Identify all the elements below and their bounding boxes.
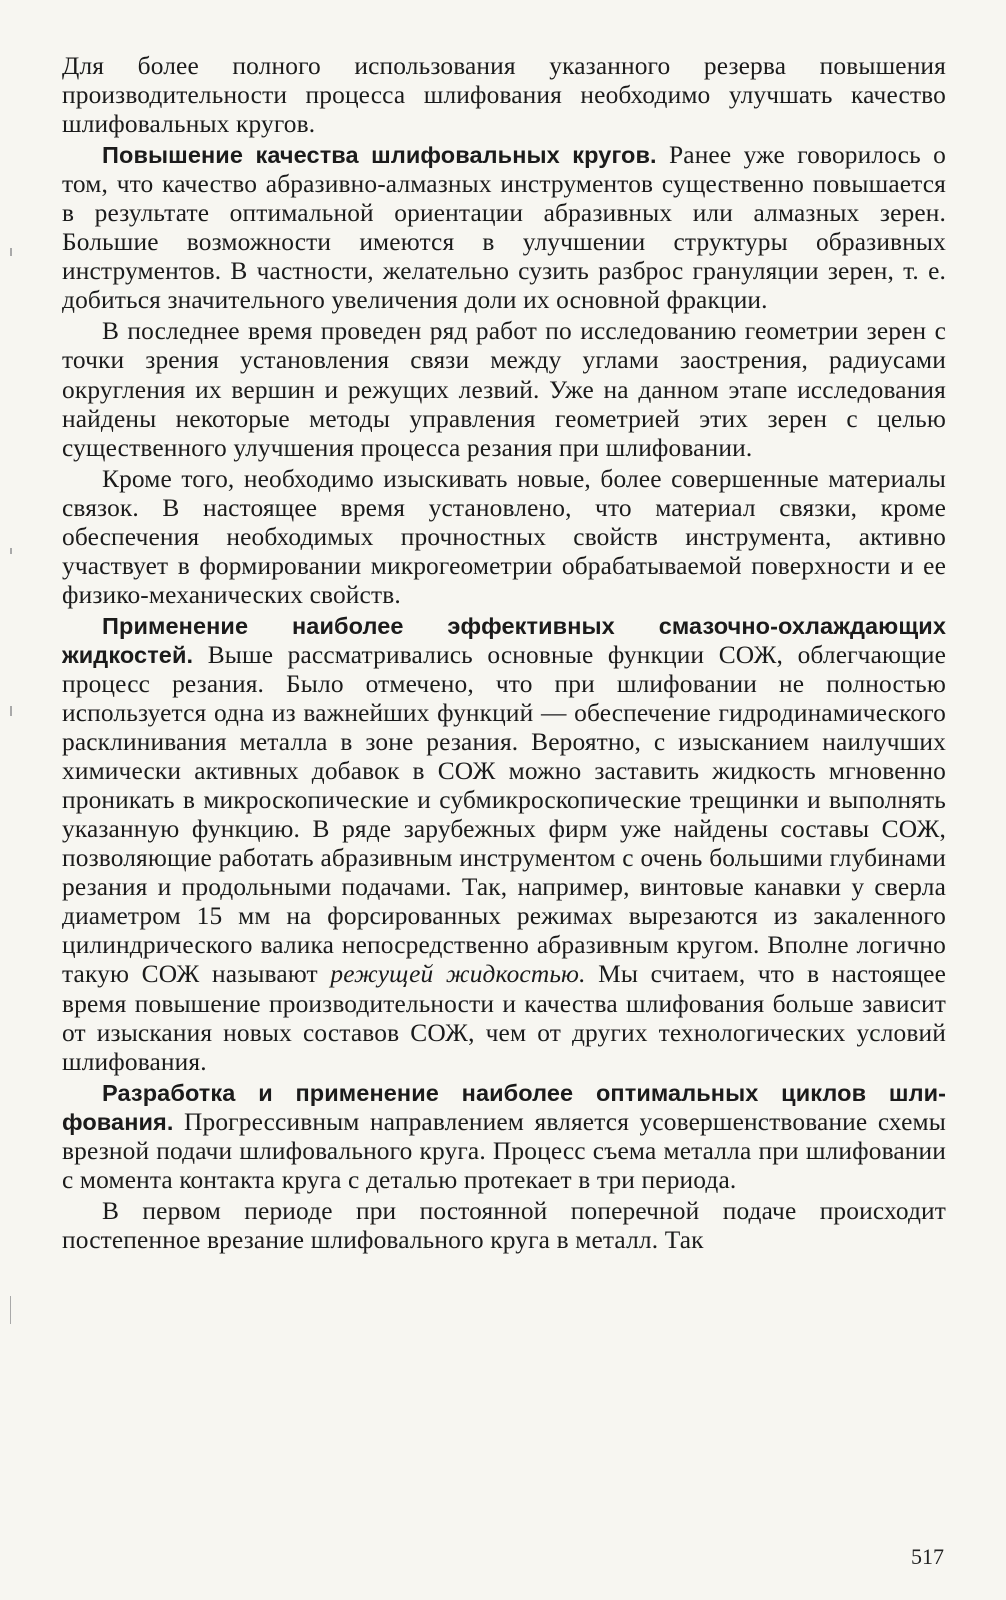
- scan-speck: [10, 548, 12, 554]
- paragraph: [62, 1079, 946, 1195]
- paragraph-heading: Применение наиболее эффективных смазочно-охлаждающих жидкостей.: [62, 612, 946, 668]
- scan-speck: [10, 248, 12, 256]
- paragraph-text: Кроме того, необходимо изыскивать новые, более совершенные материалы связок. В настоящее время установлено, что материал связки, кроме обеспечения необходимых прочностных свойств инструмента, активно участвует в формировании микрогеометрии обрабатываемой поверхности и ее физико-механических свойств.: [62, 464, 946, 609]
- paragraph: [62, 317, 946, 462]
- paragraph-text: Прогрессивным направлением является усовершенствование схемы врезной подачи шлифовального круга. Процесс съема металла при шлифовании с момента контакта круга с деталью протекает в три периода.: [62, 1107, 946, 1194]
- paragraph-text: В первом периоде при постоянной поперечной подаче происходит постепенное врезание шлифовального круга в металл. Так: [62, 1196, 946, 1254]
- scan-speck: [10, 1296, 11, 1324]
- paragraph: [62, 1197, 946, 1255]
- page-body-text: [62, 52, 946, 1255]
- paragraph: [62, 141, 946, 315]
- paragraph: [62, 465, 946, 610]
- paragraph-text: Выше рассматривались основные функции СОЖ, облегчающие процесс резания. Было отмечено, что при шлифовании не полностью используется одна из важнейших функций — обеспечение гидродинамического расклинивания металла в зоне резания. Вероятно, с изысканием наилучших химически активных добавок в СОЖ можно заставить жидкость мгновенно проникать в микроскопические и субмикроскопические трещинки и выполнять указанную функцию. В ряде зарубежных фирм уже найдены составы СОЖ, позволяющие работать абразивным инструментом с очень большими глубинами резания и продольными подачами. Так, например, винтовые канавки у сверла диаметром 15 мм на форсированных режимах вырезаются из закаленного цилиндрического валика непосредственно абразивным кругом. Вполне логично такую СОЖ называют: [62, 640, 946, 989]
- paragraph-heading: Разработка и применение наиболее оптимальных циклов шлифования.: [62, 1079, 946, 1135]
- page-number: 517: [911, 1544, 944, 1569]
- paragraph-text: Мы считаем, что в настоящее время повышение производительности и качества шлифования больше зависит от изыскания новых составов СОЖ, чем от других технологических условий шлифования.: [62, 960, 946, 1076]
- paragraph-text: Ранее уже говорилось о том, что качество абразивно-алмазных инструментов существенно повышается в результате оптимальной ориентации абразивных или алмазных зерен. Большие возможности имеются в улучшении структуры образивных инструментов. В частности, желательно сузить разброс грануляции зерен, т. е. добиться значительного увеличения доли их основной фракции.: [62, 141, 946, 315]
- book-page: [62, 52, 946, 1552]
- paragraph: [62, 52, 946, 139]
- paragraph: [62, 612, 946, 1077]
- emphasized-text: режущей жидкостью.: [330, 960, 586, 989]
- scan-speck: [10, 706, 12, 716]
- paragraph-text: В последнее время проведен ряд работ по исследованию геометрии зерен с точки зрения установления связи между углами заострения, радиусами округления их вершин и режущих лезвий. Уже на данном этапе исследования найдены некоторые методы управления геометрией этих зерен с целью существенного улучшения процесса резания при шлифовании.: [62, 317, 946, 462]
- paragraph-heading: Повышение качества шлифовальных кругов.: [102, 142, 657, 169]
- paragraph-text: Для более полного использования указанного резерва повышения производительности процесса шлифования необходимо улучшать качество шлифовальных кругов.: [62, 52, 946, 139]
